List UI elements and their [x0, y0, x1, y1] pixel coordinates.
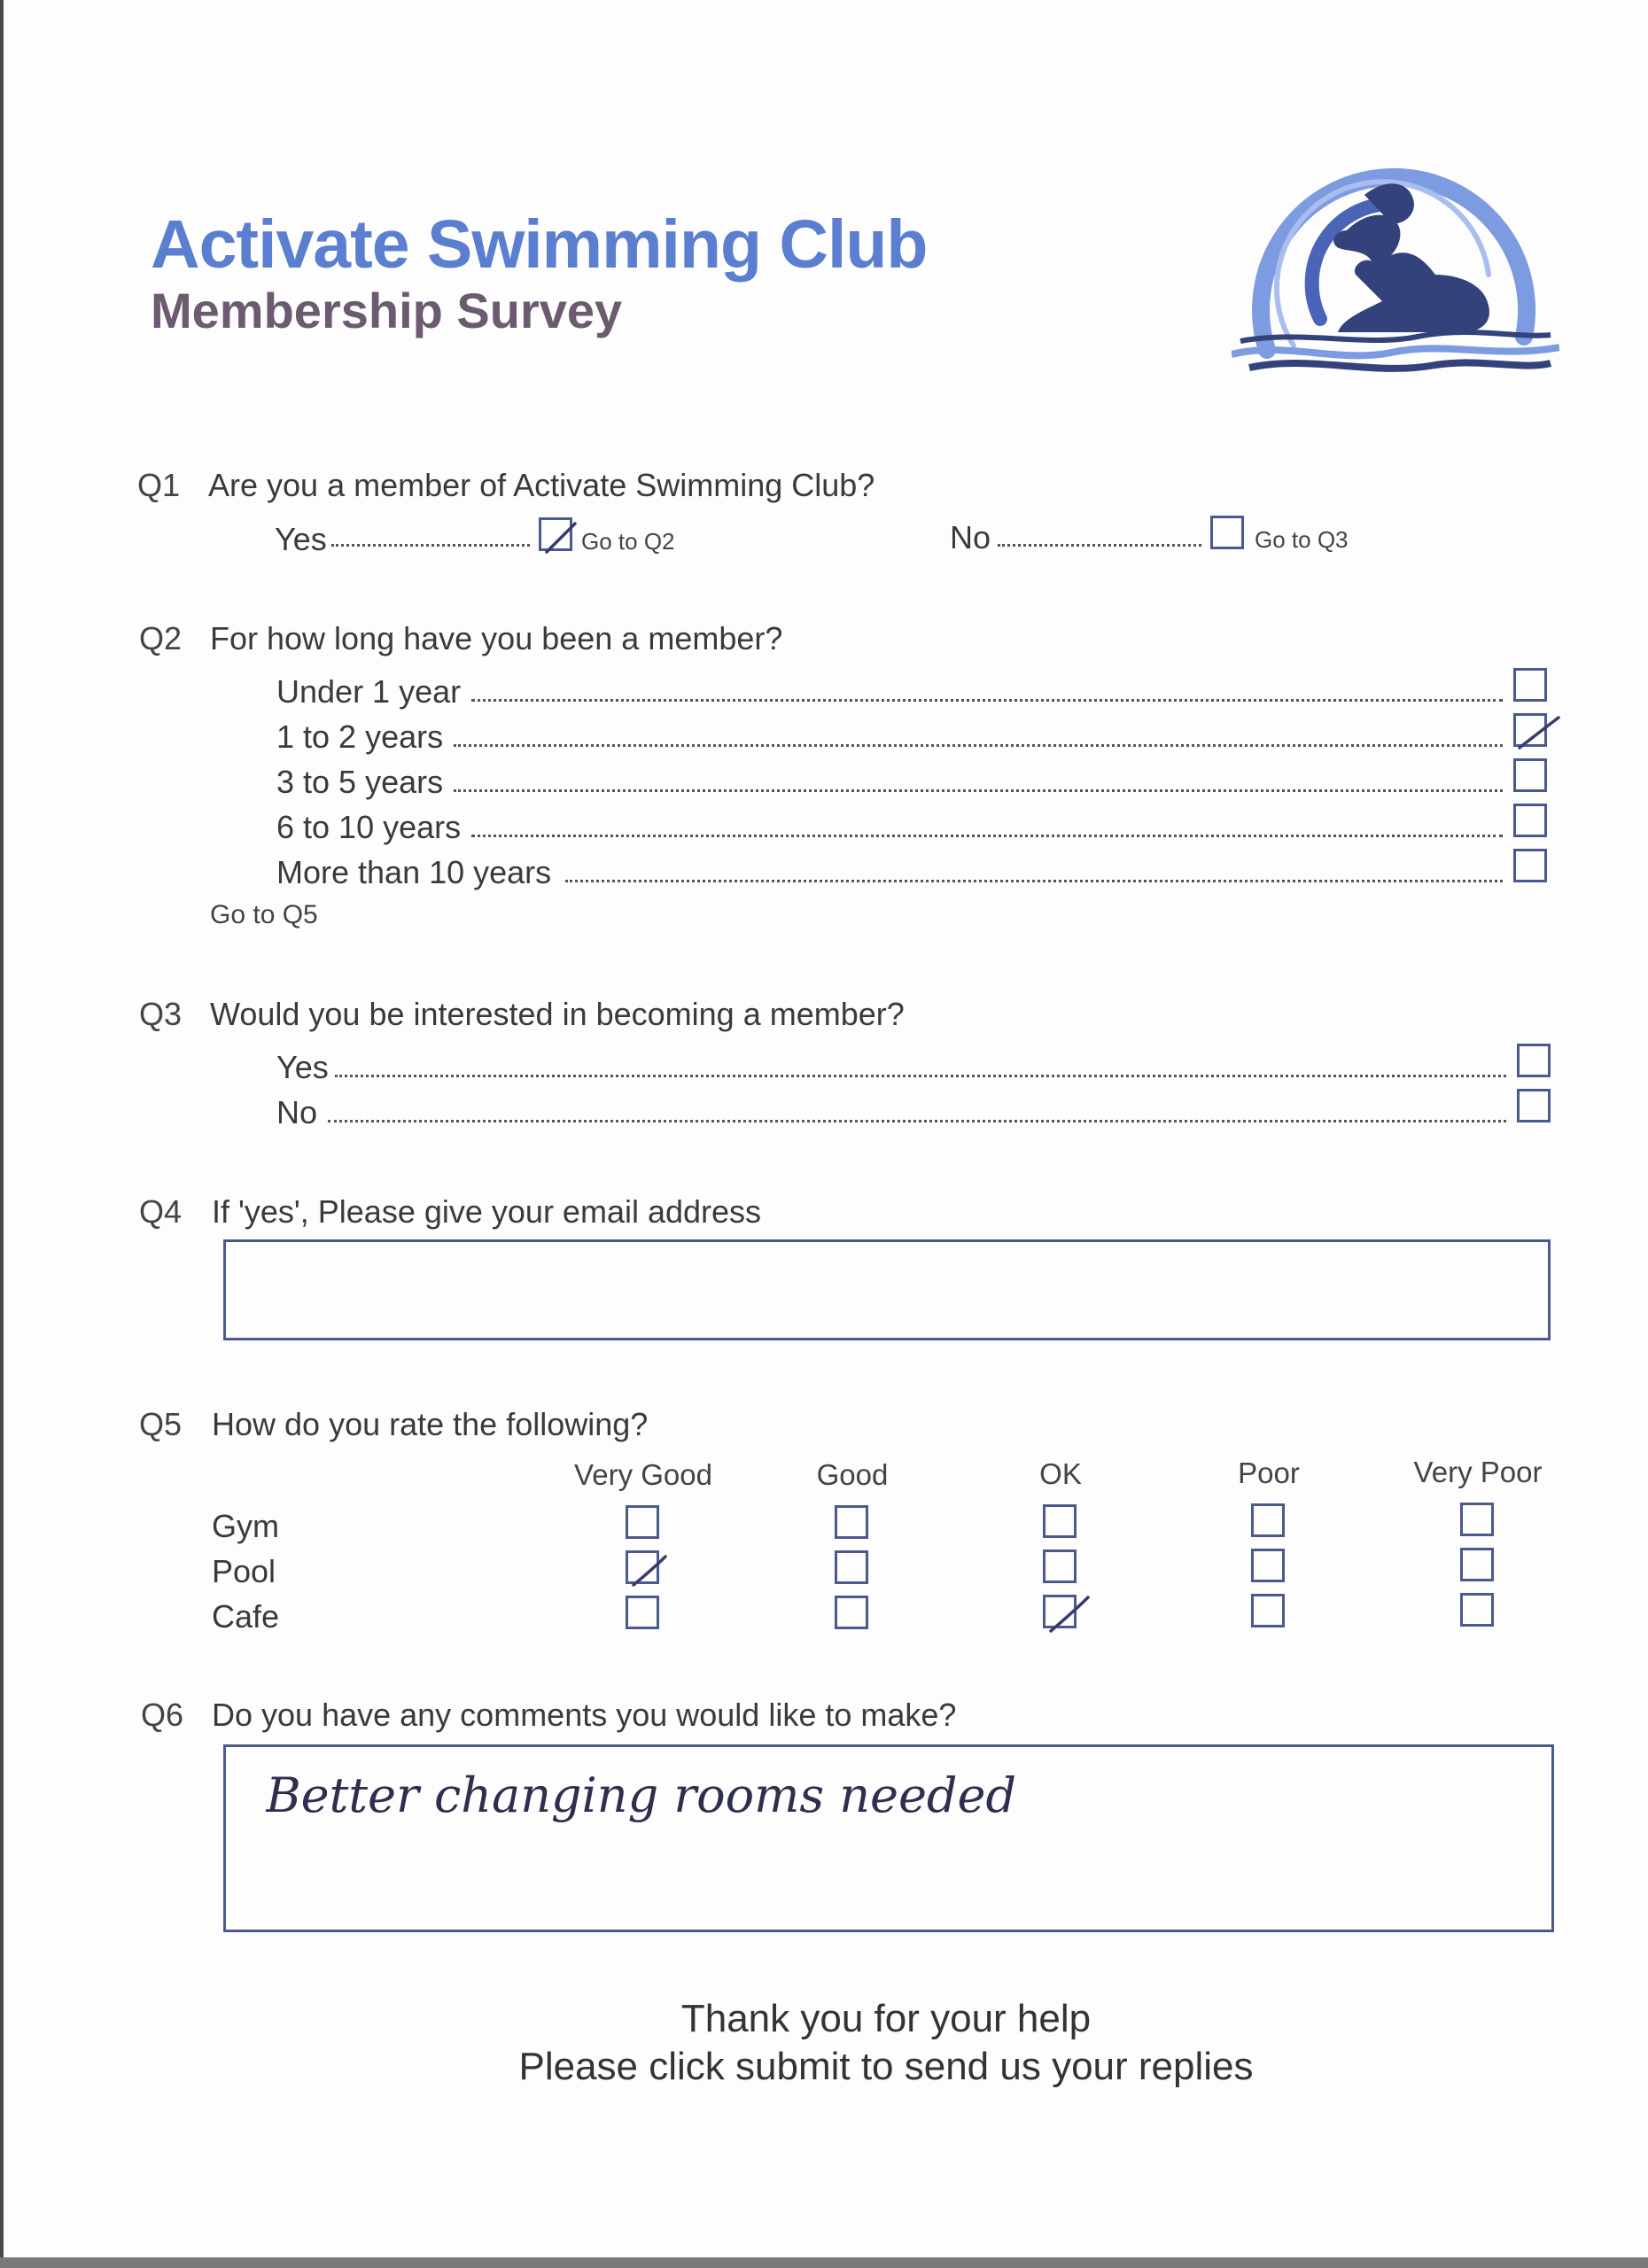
- email-input[interactable]: [223, 1239, 1551, 1340]
- q3-option-label: No: [276, 1094, 318, 1130]
- q2-number: Q2: [139, 620, 183, 656]
- rating-column-header: Very Poor: [1413, 1456, 1543, 1488]
- q6-question: Do you have any comments you would like to make?: [212, 1697, 957, 1733]
- q5-number: Q5: [139, 1406, 183, 1442]
- leader-dots: [998, 544, 1201, 547]
- gym-good-checkbox[interactable]: [835, 1505, 868, 1539]
- rating-row-label: Gym: [212, 1508, 279, 1544]
- q1-question: Are you a member of Activate Swimming Club?: [208, 467, 875, 503]
- pool-very-good-checkbox[interactable]: [626, 1550, 659, 1584]
- q2-1-to-2-years-checkbox[interactable]: [1513, 713, 1547, 747]
- handwritten-comment-text: Better changing rooms needed: [266, 1767, 1017, 1823]
- q2-under-1-year-checkbox[interactable]: [1513, 668, 1547, 702]
- q3-question: Would you be interested in becoming a member?: [210, 996, 905, 1032]
- rating-row-label: Pool: [212, 1553, 276, 1589]
- q1-yes-checkbox[interactable]: [539, 517, 572, 551]
- scan-bottom-edge: [0, 2257, 1648, 2268]
- q1-goto-note: Go to Q2: [581, 528, 675, 555]
- q3-yes-checkbox[interactable]: [1517, 1044, 1551, 1077]
- leader-dots: [471, 835, 1503, 837]
- leader-dots: [335, 1075, 1506, 1077]
- q2-option-label: Under 1 year: [276, 673, 462, 710]
- cafe-poor-checkbox[interactable]: [1251, 1594, 1285, 1627]
- scan-left-edge: [0, 0, 4, 2268]
- q2-option-label: 1 to 2 years: [276, 718, 444, 755]
- rating-column-header: Good: [816, 1458, 889, 1491]
- rating-row-label: Cafe: [212, 1598, 280, 1635]
- q3-no-checkbox[interactable]: [1517, 1089, 1551, 1122]
- q2-option-label: More than 10 years: [276, 854, 552, 890]
- q5-question: How do you rate the following?: [212, 1406, 649, 1442]
- q1-goto-note: Go to Q3: [1255, 526, 1349, 553]
- checkmark-icon: [1038, 1588, 1092, 1642]
- survey-title: Activate Swimming Club: [151, 206, 928, 283]
- leader-dots: [454, 744, 1503, 747]
- checkmark-icon: [621, 1544, 674, 1597]
- checkmark-icon: [1509, 707, 1562, 760]
- checkmark-icon: [534, 511, 587, 564]
- q1-option-label: No: [950, 519, 991, 555]
- pool-very-poor-checkbox[interactable]: [1460, 1548, 1494, 1581]
- rating-column-header: Poor: [1238, 1456, 1300, 1489]
- rating-column-header: OK: [1039, 1457, 1082, 1490]
- q2-3-to-5-years-checkbox[interactable]: [1513, 758, 1547, 792]
- cafe-good-checkbox[interactable]: [835, 1596, 868, 1629]
- q2-option-label: 3 to 5 years: [276, 764, 444, 800]
- q3-number: Q3: [139, 996, 183, 1032]
- thanks-message: Thank you for your help: [680, 1997, 1092, 2040]
- gym-ok-checkbox[interactable]: [1043, 1504, 1077, 1538]
- cafe-very-poor-checkbox[interactable]: [1460, 1593, 1494, 1627]
- q2-more-than-10-years-checkbox[interactable]: [1513, 849, 1547, 882]
- q2-option-label: 6 to 10 years: [276, 809, 462, 845]
- q2-goto-note: Go to Q5: [210, 900, 318, 929]
- cafe-ok-checkbox[interactable]: [1043, 1595, 1077, 1628]
- leader-dots: [331, 544, 530, 547]
- q2-question: For how long have you been a member?: [210, 620, 783, 656]
- leader-dots: [454, 789, 1503, 792]
- cafe-very-good-checkbox[interactable]: [626, 1596, 659, 1629]
- gym-very-good-checkbox[interactable]: [626, 1505, 659, 1539]
- q6-number: Q6: [141, 1697, 184, 1733]
- swimmer-logo-icon: [1232, 142, 1559, 390]
- q4-question: If 'yes', Please give your email address: [212, 1193, 762, 1230]
- survey-subtitle: Membership Survey: [151, 283, 623, 338]
- q4-number: Q4: [139, 1193, 183, 1230]
- q1-no-checkbox[interactable]: [1210, 516, 1244, 549]
- q1-number: Q1: [137, 467, 181, 503]
- rating-column-header: Very Good: [574, 1458, 712, 1491]
- pool-poor-checkbox[interactable]: [1251, 1549, 1285, 1582]
- handwritten-comment: [266, 1759, 1506, 1847]
- pool-ok-checkbox[interactable]: [1043, 1550, 1077, 1583]
- q2-6-to-10-years-checkbox[interactable]: [1513, 804, 1547, 837]
- pool-good-checkbox[interactable]: [835, 1550, 868, 1584]
- leader-dots: [328, 1120, 1506, 1122]
- gym-poor-checkbox[interactable]: [1251, 1503, 1285, 1537]
- leader-dots: [565, 880, 1503, 882]
- submit-instruction: Please click submit to send us your replies: [518, 2045, 1254, 2088]
- gym-very-poor-checkbox[interactable]: [1460, 1503, 1494, 1536]
- leader-dots: [471, 699, 1503, 702]
- q1-option-label: Yes: [275, 521, 327, 557]
- q3-option-label: Yes: [276, 1049, 329, 1085]
